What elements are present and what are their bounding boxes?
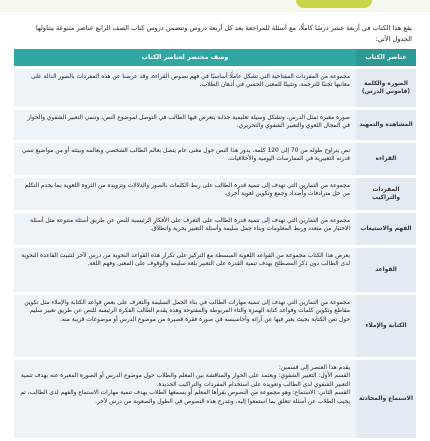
row-description: مجموعة من التمارين التي تهدف إلى تنمية مهارات الطالب في بناء الجمل السليمة والتعرف على بعض قواعد الكتابة والإملاء مثل تكوين مقاطع وتكوين كلمات وفواعد كتابة الهمزة والتاء المربوطة والمفتوحة وهذه يقدم الطالب الفكرة الرئيسة للنص عن طريق تعبير سليم حول نص الكتابة بحيث يعبر فيها عن آرائه وأحاسيسه في صورة فقرة قصيرة من موضوع الدرس أو موضوعات قريبة منه. [14,295,356,357]
table-header-row [14,49,416,66]
row-description: مجموعة من المفردات المفتاحية التي تشكل عاملًا أساسيًا في فهم نصوص القراءة، وقد عرضنا عن هذه المفردات بالصور الدالة على معانيها تجنبًا للترجمة، وتثبيتًا للمعنى الحسي في أذهان الطلاب. [14,69,356,107]
table-row [14,213,416,245]
row-description: صورة معبرة تمثل الدرس، وتشكل وسيلة تعليمية جذابة يتعرض فيها الطالب في التوصل لموضوع النص، وتنمي التعبير الشفوي والحوار في المجال اللغوي والتعبير الشفوي والتحريري. [14,110,356,140]
row-element-writing: الكتابة والإملاء [356,295,416,357]
header-elements: عناصر الكتاب [356,49,416,66]
table-row [14,295,416,357]
table-row [14,110,416,140]
header-description: وصف مختصر لعناصر الكتاب [14,49,356,66]
row-element-grammar: القواعد [356,248,416,292]
row-description: نص يتراوح طوله من 70 إلى 120 كلمة، يدور هذا النص حول معنى عام يتصل بعالم الطالب الشخصي وبعالمه وبيئته أو من مواضيع تنمي قدرته التعبيرية في الممارسات اليومية والأخلاقيات. [14,143,356,175]
listening-para-part-two: القسم الثاني: الاستماع: وهو مجموعة من النصوص يقرأها المعلم أو يسمعها الطلاب بهدف تنمية مهارات الاستماع والفهم لدى الطالب، ثم يجيب الطلاب عن أسئلة تتعلق بما استمعوا إليه، وتتدرج هذه النصوص في الطول والصعوبة من درس لآخر. [20,390,350,405]
row-description: مجموعة من التمارين التي تهدف إلى تنمية قدرة الطالب على التعرف على الأفكار الرئيسية للنص عن طريق أسئلة متنوعة مثل أسئلة الاختيار من متعدد وربط المعلومات وبناء جمل سليمة وأسئلة التعبير بحرية وانطلاق. [14,213,356,245]
row-element-reading: القراءة [356,143,416,175]
row-description [14,360,356,438]
book-elements-table [14,46,416,441]
listening-para-part-one: القسم الأول: التعبير الشفوي: ويعتمد على الحوار والمناقشة بين المعلم والطلاب حول موضوع الدرس أو الصورة المعبرة عنه بهدف تنمية التعبير الشفوي لدى الطالب وتعويده على استخدام المفردات والتراكيب الجديدة. [20,373,350,388]
table-row [14,360,416,438]
row-element-listening: الاستماع والمحادثة [356,360,416,438]
table-row [14,143,416,175]
row-element-vocabulary: المفردات والتراكيب [356,178,416,210]
table-row [14,69,416,107]
table-row [14,248,416,292]
listening-para-intro: يقدم هذا العنصر إلى قسمين: [278,365,350,371]
row-element-viewing: المشاهدة والتمهيد [356,110,416,140]
row-description: مجموعة من التمارين التي تهدف إلى تنمية قدرة الطالب على ربط الكلمات بالصور والدلالات وتزويده من الثروة اللغوية بما يخدم التكلم من حل مترادفات وأضداد وجمع وتكوين لغوية أخرى. [14,178,356,210]
row-element-picture-word: الصورة والكلمة (قاموس الدرس) [356,69,416,107]
table-row [14,178,416,210]
row-description: يعرض هذا الكتاب مجموعة من القواعد اللغوية المبسطة مع التركيز على تكرار هذه القواعد النحوية من درس لآخر لتثبيت القاعدة النحوية لدى الطالب دون ذكر المصطلح بهدف تنمية القدرة على التعبير بلغة سليمة والوقوف على المعنى وفهم اللغة. [14,248,356,292]
intro-paragraph: يقع هذا الكتاب في أربعة عشر درسًا كاملًا، مع أسئلة للمراجعة بعد كل أربعة دروس وتتضمن دروس كتاب الصف الرابع عناصر متنوعة يتناولها الجدول الآتي: [35,23,412,43]
section-tab [296,0,372,8]
row-element-comprehension: الفهم والاستيعاب [356,213,416,245]
